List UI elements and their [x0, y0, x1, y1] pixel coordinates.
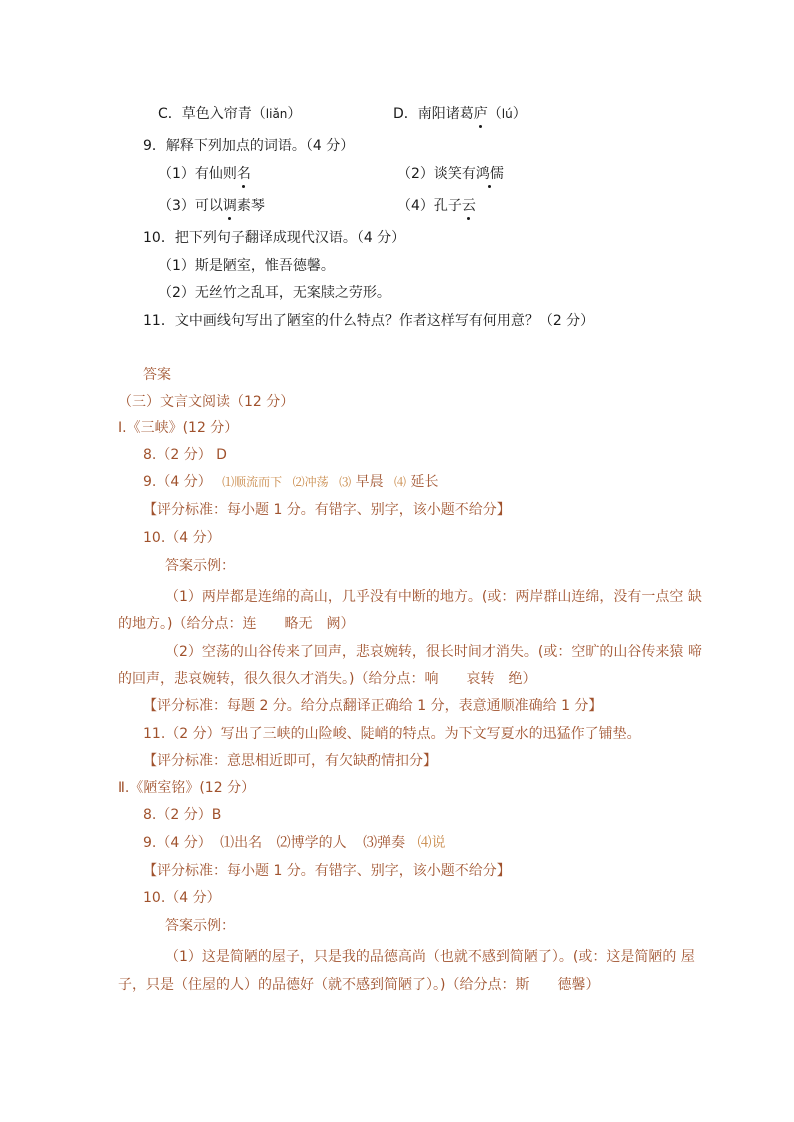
part1-answer-9-item-2: ⑵冲荡: [292, 475, 329, 489]
q9-item-3-dotted: 调: [222, 198, 237, 214]
part1-answer-9-item-1: ⑴顺流而下: [222, 475, 283, 489]
q8-option-d-close: ）: [512, 106, 527, 122]
q8-option-c-close: ）: [287, 106, 302, 122]
q9-title: 9．解释下列加点的词语。（4 分）: [143, 138, 355, 154]
answers-heading: 答案: [143, 367, 171, 383]
part1-answer-9-item-3: 早晨: [355, 474, 384, 490]
q10-title: 10．把下列句子翻译成现代汉语。（4 分）: [143, 230, 406, 246]
q9-item-4-text: （4）孔子: [397, 198, 462, 214]
part1-scoring-standard-2: 【评分标准：每题 2 分。给分点翻译正确给 1 分，表意通顺准确给 1 分】: [143, 698, 603, 714]
q8-option-c-text: C．草色入帘青（: [158, 106, 266, 122]
q10-sentence-2: （2）无丝竹之乱耳，无案牍之劳形。: [158, 285, 391, 301]
part1-answer-9: [143, 472, 439, 492]
q9-item-4-dotted: 云: [461, 198, 476, 214]
part1-answer-10: 10.（4 分）: [143, 530, 221, 546]
answers-section-title: （三）文言文阅读（12 分）: [118, 394, 295, 410]
part2-scoring-standard-1: 【评分标准：每小题 1 分。有错字、别字，该小题不给分】: [143, 863, 511, 879]
part2-example-label: 答案示例：: [165, 918, 235, 934]
part2-title: Ⅱ.《陋室铭》(12 分）: [118, 780, 256, 796]
part2-answer-8: 8.（2 分）B: [143, 807, 222, 823]
part2-example-1-line2: 子，只是（住屋的人）的品德好（就不感到简陋了）。)（给分点：斯 德馨）: [118, 977, 600, 993]
q9-item-2: [397, 164, 504, 184]
q8-option-c: [158, 104, 301, 124]
part1-answer-9-item-3-num: ⑶: [339, 475, 352, 489]
part1-answer-11: 11.（2 分）写出了三峡的山险峻、陡峭的特点。为下文写夏水的迅猛作了铺垫。: [143, 726, 641, 742]
part2-answer-10: 10.（4 分）: [143, 890, 221, 906]
q9-item-1-dotted: 名: [236, 166, 251, 182]
q9-item-1: [158, 164, 251, 184]
part1-answer-9-label: 9.（4 分）: [143, 474, 212, 490]
q9-item-3-tail: 素琴: [236, 198, 265, 214]
part1-example-label: 答案示例：: [165, 558, 235, 574]
q9-item-1-text: （1）有仙则: [158, 166, 237, 182]
q9-item-4: [397, 196, 476, 216]
part2-answer-9: [143, 833, 446, 853]
q9-item-3: [158, 196, 265, 216]
q8-option-c-pinyin: liǎn: [265, 107, 288, 121]
part1-answer-9-item-4-num: ⑷: [394, 475, 407, 489]
part1-scoring-standard-3: 【评分标准：意思相近即可，有欠缺酌情扣分】: [143, 753, 437, 769]
part1-example-1-line2: 的地方。)（给分点：连 略无 阙）: [118, 616, 355, 632]
part1-example-2-line2: 的回声，悲哀婉转，很久很久才消失。)（给分点：响 哀转 绝）: [118, 671, 537, 687]
part1-example-2-line1: （2）空荡的山谷传来了回声，悲哀婉转，很长时间才消失。(或：空旷的山谷传来猿 啼: [165, 644, 702, 660]
q9-item-2-text: （2）谈笑有: [397, 166, 476, 182]
part1-title: Ⅰ.《三峡》(12 分）: [118, 420, 239, 436]
part1-answer-9-item-4: 延长: [410, 474, 439, 490]
part2-answer-9-label: 9.（4 分）: [143, 835, 212, 851]
part2-answer-9-item-1: ⑴出名: [220, 835, 263, 851]
q10-sentence-1: （1）斯是陋室，惟吾德馨。: [158, 258, 335, 274]
q8-option-d-pinyin: lú: [501, 107, 513, 121]
part2-answer-9-item-2: ⑵博学的人: [276, 835, 347, 851]
part2-answer-9-item-3: ⑶弹奏: [363, 835, 406, 851]
q11-title: 11．文中画线句写出了陋室的什么特点？作者这样写有何用意？（2 分）: [143, 313, 595, 329]
part1-example-1-line1: （1）两岸都是连绵的高山，几乎没有中断的地方。(或：两岸群山连绵，没有一点空 缺: [165, 589, 702, 605]
q9-item-3-text: （3）可以: [158, 198, 223, 214]
q8-option-d: [393, 104, 527, 124]
q8-option-d-open: （: [487, 106, 502, 122]
q9-item-2-dotted: 鸿儒: [475, 166, 504, 182]
q8-option-d-text: D．南阳诸葛: [393, 106, 474, 122]
q8-option-d-dotted: 庐: [473, 106, 488, 122]
part1-answer-8: 8.（2 分） D: [143, 447, 227, 463]
part2-example-1-line1: （1）这是简陋的屋子，只是我的品德高尚（也就不感到简陋了）。(或：这是简陋的 屋: [165, 949, 695, 965]
part2-answer-9-item-4: ⑷说: [417, 835, 446, 851]
part1-scoring-standard-1: 【评分标准：每小题 1 分。有错字、别字，该小题不给分】: [143, 502, 511, 518]
